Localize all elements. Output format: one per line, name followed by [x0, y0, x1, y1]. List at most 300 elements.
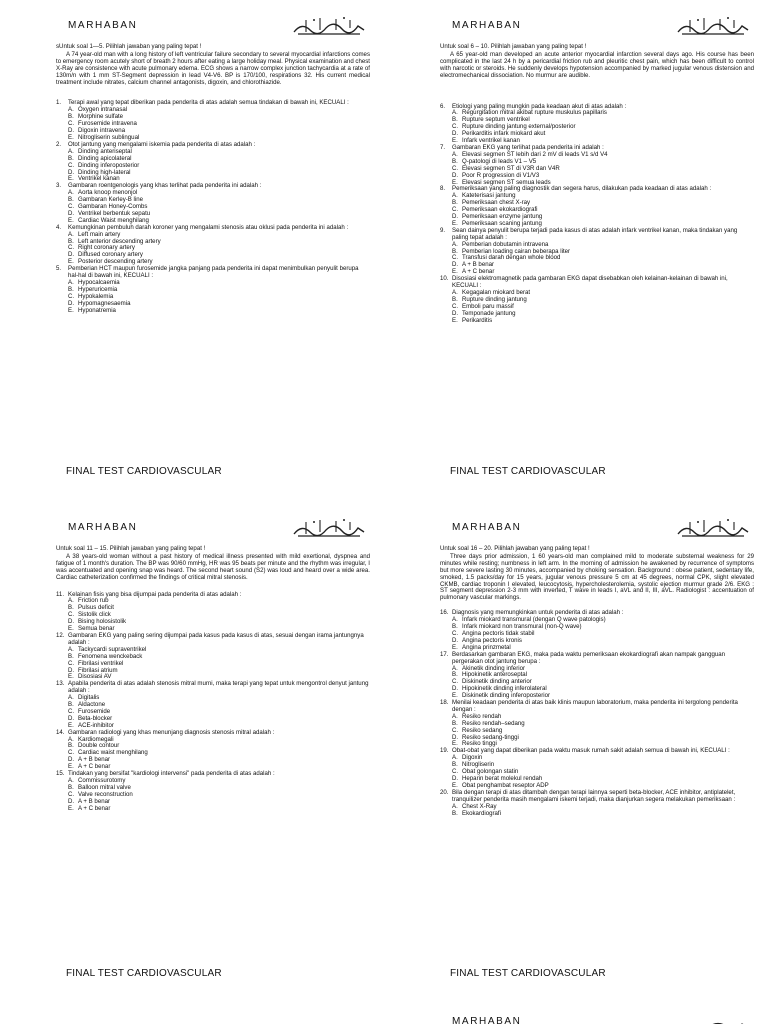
question-text: Etiologi yang paling mungkin pada keadaan akut di atas adalah :: [452, 102, 627, 110]
option-letter: E.: [452, 781, 458, 789]
page-header: [62, 516, 374, 546]
question-text: Sean dainya penyulit berupa terjadi pada kasus di atas adalah infark ventrikel kanan, maka tindakan yang paling tepat adalah :: [452, 226, 738, 241]
option-letter: C.: [68, 707, 75, 715]
option-text: Diffused coronary artery: [78, 251, 143, 259]
option-letter: B.: [68, 154, 74, 162]
option-letter: A.: [68, 230, 74, 238]
option-letter: A.: [68, 735, 74, 743]
option-text: Ventrikel berbentuk sepatu: [78, 209, 151, 217]
option-list: [68, 778, 370, 813]
option-text: Heparin berat molekul rendah: [462, 775, 543, 782]
option-text: Kateterisasi jantung: [462, 192, 516, 200]
option-text: Gambaran Kerley-B line: [78, 196, 144, 204]
option-text: Morphine sulfate: [78, 113, 124, 121]
page-4: [406, 512, 758, 1000]
option-letter: D.: [452, 213, 459, 221]
option-text: Angina prinzmetal: [462, 643, 511, 651]
option-letter: A.: [452, 192, 458, 200]
option-letter: D.: [68, 797, 75, 805]
option-letter: B.: [68, 783, 74, 791]
option-text: Transfusi darah dengan whole blood: [462, 254, 561, 262]
option-letter: B.: [68, 742, 74, 750]
question-number: 20.: [440, 788, 449, 796]
option-text: Pemeriksaan chest X-ray: [462, 199, 531, 207]
option-list: [68, 737, 370, 772]
question-item: [56, 633, 370, 681]
option-letter: D.: [68, 127, 75, 135]
option-text: Dinding apicolateral: [78, 154, 132, 162]
option-letter: C.: [68, 203, 75, 211]
question-text: Pemeriksaan yang paling diagnostik dan segera harus, dilakukan pada keadaan di atas adalah :: [452, 185, 712, 193]
option-letter: C.: [68, 659, 75, 667]
option-letter: E.: [68, 175, 74, 183]
question-number: 6.: [440, 102, 446, 110]
question-text: Berdasarkan gambaran EKG, maka pada waktu pemeriksaan ekokardiografi akan nampak gangguan pergerakan otot jantung berupa :: [452, 650, 726, 665]
page-header: [446, 14, 758, 44]
option-text: Dinding high-lateral: [78, 168, 131, 176]
page-3: [22, 512, 374, 1000]
question-number: 2.: [56, 140, 62, 148]
option-letter: D.: [452, 775, 459, 782]
footer-title: FINAL TEST CARDIOVASCULAR: [450, 466, 606, 477]
option-text: Pulsus deficit: [78, 604, 114, 612]
option-list: [452, 617, 754, 652]
option-letter: B.: [452, 247, 458, 255]
option-letter: D.: [452, 685, 459, 693]
question-text: Disosiasi elektromagnetik pada gambaran EKG dapat disebabkan oleh kelainan-kelainan di bawah ini, KECUALI :: [452, 275, 728, 290]
case-description: Three days prior admission, 1 60 years-old man complained mild to moderate substernal weakness for 29 minutes while resting; numbness in left arm. In the morning of admission he awakened by recurrence of symptoms but more severe lasting 30 minutes, accompanied by choking sensation. Background : obese patient, sedentary life, smoked, 1.5 packs/day for 15 years, jugular venous pressure 5 cm at 45 degrees, normal CPK, slight elevated CKMB, cardiac troponin I elevated, leucocytosis, hypercholesterolemia, systolic ejection murmur grade 2/6. EKG : ST segment depression 2-3 mm with inverted, T wave in leads I, aVL and II, III, aVL. Radiologist : accentuation of pulmonary vascular markings.: [440, 552, 754, 602]
option-letter: C.: [452, 678, 459, 686]
option-text: Furosemide: [78, 707, 111, 715]
option-list: [452, 804, 754, 818]
footer-title: FINAL TEST CARDIOVASCULAR: [450, 968, 606, 979]
option-letter: C.: [452, 302, 459, 310]
question-item: [56, 183, 370, 224]
option-text: Oxygen intranasal: [78, 106, 128, 114]
question-item: [56, 592, 370, 633]
option-text: Fibrilasi atrium: [78, 666, 118, 674]
bismillah-calligraphy-icon: [292, 516, 366, 540]
question-number: 15.: [56, 770, 65, 778]
answer-option: [68, 709, 370, 716]
option-letter: C.: [68, 292, 75, 300]
option-letter: B.: [452, 761, 458, 769]
option-text: Digoxin: [462, 754, 483, 762]
option-list: [452, 242, 754, 277]
option-text: Resiko rendah: [462, 712, 502, 720]
option-letter: E.: [452, 316, 458, 324]
option-text: Diskinetik dinding inferoposterior: [462, 692, 551, 700]
answer-option: [452, 755, 754, 762]
header-title: MARHABAN: [452, 1016, 522, 1024]
option-text: Rupture septum ventrikel: [462, 116, 530, 124]
question-number: 10.: [440, 275, 449, 283]
option-text: Infark ventrikel kanan: [462, 137, 520, 145]
question-text: Terapi awal yang tepat diberikan pada penderita di atas adalah semua tindakan di bawah ini, KECUALI :: [68, 99, 349, 107]
answer-option: [68, 605, 370, 612]
bismillah-calligraphy-icon: [676, 14, 750, 38]
option-letter: E.: [452, 178, 458, 186]
answer-option: [68, 806, 370, 813]
option-letter: C.: [452, 123, 459, 131]
option-letter: E.: [452, 268, 458, 276]
option-letter: A.: [452, 109, 458, 117]
section-instruction: sUntuk soal 1—5. Pilihlah jawaban yang paling tepat !: [56, 43, 202, 50]
option-letter: D.: [452, 733, 459, 741]
answer-option: [452, 318, 754, 325]
option-letter: D.: [68, 618, 75, 626]
question-stem: [56, 266, 370, 280]
page-body: [56, 546, 370, 813]
question-item: [440, 790, 754, 818]
option-text: Resiko rendah–sedang: [462, 719, 525, 727]
option-list: [68, 190, 370, 225]
option-text: Balloon mitral valve: [78, 783, 131, 791]
option-letter: D.: [68, 209, 75, 217]
option-letter: B.: [452, 295, 458, 303]
option-letter: A.: [68, 189, 74, 197]
option-letter: C.: [68, 120, 75, 128]
option-letter: A.: [452, 150, 458, 158]
option-text: Kegagalan miokard berat: [462, 289, 531, 296]
option-text: Dinding inferoposterior: [78, 161, 140, 169]
option-text: Rupture dinding jantung: [462, 295, 527, 303]
option-letter: A.: [452, 664, 458, 672]
option-letter: B.: [452, 623, 458, 631]
option-text: Temponade jantung: [462, 309, 516, 317]
option-text: Hypokalemia: [78, 292, 114, 300]
bismillah-calligraphy-icon: [676, 1018, 750, 1024]
option-letter: C.: [452, 254, 459, 262]
answer-option: [68, 792, 370, 799]
question-number: 11.: [56, 590, 65, 598]
question-item: [440, 186, 754, 227]
footer-title: FINAL TEST CARDIOVASCULAR: [66, 466, 222, 477]
option-text: Digoxin intravena: [78, 127, 126, 135]
option-letter: C.: [452, 206, 459, 214]
option-letter: E.: [68, 306, 74, 314]
answer-option: [452, 255, 754, 262]
question-stem: [440, 652, 754, 666]
option-letter: C.: [452, 768, 459, 776]
answer-option: [68, 287, 370, 294]
option-letter: C.: [452, 164, 459, 172]
page-1: [22, 10, 374, 498]
question-text: Pemberian HCT maupun furosemide jangka panjang pada penderita ini dapat menimbulkan penyulit berupa hal-hal di bawah ini, KECUALI :: [68, 265, 359, 280]
page-2: [406, 10, 758, 498]
question-number: 14.: [56, 728, 65, 736]
option-list: [68, 107, 370, 142]
option-text: A + B benar: [78, 797, 111, 805]
option-letter: E.: [452, 740, 458, 748]
question-stem: [440, 700, 754, 714]
option-text: Obat golongan statin: [462, 768, 519, 776]
section-instruction: Untuk soal 16 – 20. Pilihlah jawaban yang paling tepat !: [440, 545, 590, 552]
question-item: [440, 700, 754, 748]
option-letter: D.: [68, 714, 75, 722]
question-stem: [56, 681, 370, 695]
option-letter: D.: [452, 636, 459, 644]
option-text: Kardiomegali: [78, 735, 114, 743]
option-letter: D.: [68, 299, 75, 307]
question-text: Tindakan yang bersifat "kardiologi intervensi" pada penderita di atas adalah :: [68, 770, 275, 778]
option-letter: B.: [68, 113, 74, 121]
option-text: Left main artery: [78, 230, 121, 238]
question-list: [440, 610, 754, 817]
option-text: Beta-blocker: [78, 714, 113, 722]
option-text: Perikarditis: [462, 316, 493, 324]
question-number: 3.: [56, 182, 62, 190]
option-text: Chest X-Ray: [462, 802, 497, 810]
question-number: 5.: [56, 265, 62, 273]
option-text: Dinding anteriseptal: [78, 147, 132, 155]
option-letter: D.: [68, 756, 75, 764]
option-list: [68, 695, 370, 730]
answer-option: [68, 799, 370, 806]
question-number: 19.: [440, 747, 449, 755]
header-title: MARHABAN: [68, 20, 138, 31]
answer-option: [68, 750, 370, 757]
question-text: Apabila penderita di atas adalah stenosis mitral murni, maka terapi yang tepat untuk mengontrol denyut jantung adalah :: [68, 680, 369, 695]
answer-option: [68, 695, 370, 702]
option-text: Elevasi segmen ST semua leads: [462, 178, 551, 186]
question-text: Gambaran radiologi yang khas menunjang diagnosis stenosis mitral adalah :: [68, 728, 275, 736]
question-text: Menilai keadaan penderita di atas baik klinis maupun laboratorium, maka penderita ini tergolong penderita dengan :: [452, 699, 738, 713]
option-letter: B.: [68, 196, 74, 204]
question-item: [56, 681, 370, 729]
option-list: [452, 290, 754, 325]
option-list: [452, 755, 754, 790]
question-item: [56, 771, 370, 812]
option-list: [68, 280, 370, 315]
option-letter: D.: [68, 168, 75, 176]
option-text: Friction rub: [78, 597, 109, 605]
option-text: Semua benar: [78, 625, 115, 633]
option-letter: D.: [452, 171, 459, 179]
question-stem: [440, 228, 754, 242]
option-list: [452, 666, 754, 701]
option-letter: B.: [452, 671, 458, 679]
question-number: 12.: [56, 631, 65, 639]
option-text: Pemberian loading cairan beberapa liter: [462, 247, 571, 255]
option-text: Bising holosistolik: [78, 618, 127, 626]
question-item: [440, 145, 754, 186]
option-letter: E.: [68, 804, 74, 812]
option-text: Hipokinetik dinding inferolateral: [462, 685, 547, 693]
option-text: Ventrikel kanan: [78, 175, 120, 183]
answer-option: [452, 262, 754, 269]
question-number: 9.: [440, 226, 446, 234]
option-text: Disosiasi AV: [78, 673, 112, 681]
option-letter: A.: [68, 777, 74, 784]
answer-option: [68, 668, 370, 675]
option-letter: B.: [452, 809, 458, 817]
option-text: Rupture dinding jantung external/posterior: [462, 123, 576, 131]
option-letter: A.: [452, 240, 458, 248]
option-letter: B.: [452, 157, 458, 165]
page-body: [56, 44, 370, 315]
option-text: Hyperuricemia: [78, 285, 118, 293]
option-letter: E.: [452, 137, 458, 145]
option-letter: E.: [68, 133, 74, 141]
option-text: ACE-inhibitor: [78, 721, 114, 729]
option-text: Aorta knoop menonjol: [78, 189, 138, 197]
option-letter: B.: [452, 199, 458, 207]
option-list: [452, 714, 754, 749]
option-text: Cardiac Waist menghilang: [78, 216, 149, 224]
question-item: [440, 610, 754, 651]
answer-option: [452, 811, 754, 818]
option-letter: E.: [68, 673, 74, 681]
option-letter: C.: [452, 726, 459, 734]
option-letter: E.: [68, 625, 74, 633]
bismillah-calligraphy-icon: [292, 14, 366, 38]
question-text: Kelainan fisis yang bisa dijumpai pada penderita di atas adalah :: [68, 590, 242, 598]
option-letter: E.: [68, 258, 74, 266]
case-description: A 65 year-old man developed an acute anterior myocardial infarction several days ago. His course has been complicated in the last 24 h by a pericardial friction rub and pleuritic chest pain, which has been difficult to control with narcotic or steroids. He suddenly develops hypotension accompanied by marked jugular venous distension and electromechanical dissociation. No murmur are audible.: [440, 50, 754, 79]
footer-title: FINAL TEST CARDIOVASCULAR: [66, 968, 222, 979]
question-text: Gambaran roentgenologis yang khas terlihat pada penderita ini adalah :: [68, 182, 262, 190]
option-text: Commissurotomy: [78, 777, 126, 784]
option-text: Nitrogliserin: [462, 761, 495, 769]
option-text: Pemeriksaan enzyme jantung: [462, 213, 543, 221]
option-text: Perikarditis infark miokard akut: [462, 130, 546, 138]
option-letter: C.: [68, 749, 75, 757]
option-letter: D.: [68, 666, 75, 674]
option-text: A + C benar: [462, 268, 495, 276]
question-text: Gambaran EKG yang paling sering dijumpai pada kasus pada kasus di atas, sesuai dengan irama jantungnya adalah :: [68, 631, 364, 646]
option-text: Angina pectoris tidak stabil: [462, 629, 535, 637]
option-letter: C.: [68, 244, 75, 252]
option-letter: D.: [68, 251, 75, 259]
question-stem: [440, 748, 754, 755]
question-list: [56, 100, 370, 314]
answer-option: [68, 702, 370, 709]
option-list: [452, 193, 754, 228]
option-text: Hypomagnesaemia: [78, 299, 131, 307]
option-list: [68, 232, 370, 267]
page-body: [440, 44, 754, 325]
option-letter: E.: [452, 643, 458, 651]
option-letter: D.: [452, 261, 459, 269]
option-letter: A.: [452, 754, 458, 762]
question-item: [56, 730, 370, 771]
option-letter: C.: [452, 629, 459, 637]
option-text: Gambaran Honey-Combs: [78, 203, 148, 211]
option-letter: A.: [68, 694, 74, 702]
option-letter: A.: [68, 147, 74, 155]
page-header: [446, 516, 758, 546]
option-letter: B.: [452, 116, 458, 124]
option-letter: E.: [452, 219, 458, 227]
page-body: [440, 546, 754, 817]
option-text: Infark miokard transmural (dengan Q wave patologis): [462, 616, 606, 624]
option-letter: B.: [68, 604, 74, 612]
option-text: Digitalis: [78, 694, 100, 702]
option-letter: C.: [68, 161, 75, 169]
option-text: Resiko sedang: [462, 726, 503, 734]
option-text: Angina pectoris kronis: [462, 636, 522, 644]
question-item: [56, 142, 370, 183]
option-text: Diskinetik dinding anterior: [462, 678, 532, 686]
option-letter: A.: [68, 279, 74, 286]
option-text: Infark miokard non transmural (non-Q wave): [462, 623, 582, 631]
option-text: A + B benar: [78, 756, 111, 764]
page-header: [62, 14, 374, 44]
option-letter: A.: [452, 289, 458, 296]
answer-option: [68, 757, 370, 764]
option-letter: C.: [68, 790, 75, 798]
case-description: A 38 years-old woman without a past history of medical illness presented with mild exertional, dyspnea and fatigue of 1 month's duration. The BP was 90/60 mmHg, HR was 95 beats per minute and the rhythm was irregular, I was accentuated and opening snap was heard. The second heart sound (S2) was loud and heard over a wide area. Cardiac catheterization confirmed the findings of critical mitral stenosis.: [56, 552, 370, 581]
option-letter: B.: [68, 237, 74, 245]
question-item: [440, 228, 754, 276]
option-text: Akinetik dinding inferior: [462, 664, 526, 672]
question-list: [56, 592, 370, 813]
page-5-partial: [406, 1012, 758, 1024]
question-number: 4.: [56, 223, 62, 231]
option-text: Emboli paru massif: [462, 302, 514, 310]
option-text: Fibrilasi ventrikel: [78, 659, 124, 667]
question-text: Diagnosis yang memungkinkan untuk penderita di atas adalah :: [452, 609, 624, 617]
option-text: Hypocalcaemia: [78, 279, 120, 286]
option-list: [68, 647, 370, 682]
option-text: Tackycardi supraventrikel: [78, 645, 147, 653]
question-text: Bila dengan terapi di atas ditambah dengan terapi lainnya seperti beta-blocker, ACE inhibitor, antiplatelet, tranquilizer penderita masih mengalami iskemi terjadi, maka dianjurkan segera melakukan pemeriksaan :: [452, 788, 736, 803]
option-text: Obat penghambat reseptor ADP: [462, 781, 549, 789]
option-letter: B.: [68, 652, 74, 660]
option-list: [68, 598, 370, 633]
option-list: [452, 152, 754, 187]
bismillah-calligraphy-icon: [676, 516, 750, 540]
header-title: MARHABAN: [452, 20, 522, 31]
option-text: Q-patologi di leads V1 – V5: [462, 157, 537, 165]
question-number: 17.: [440, 650, 449, 658]
answer-option: [452, 735, 754, 742]
question-item: [440, 652, 754, 700]
option-text: Nitrogliserin sublingual: [78, 133, 140, 141]
section-instruction: Untuk soal 11 – 15. Pilihlah jawaban yang paling tepat !: [56, 545, 206, 552]
question-text: Otot jantung yang mengalami iskemia pada penderita di atas adalah :: [68, 140, 256, 148]
option-letter: D.: [452, 130, 459, 138]
option-text: Pemberian dobutamin intravena: [462, 240, 549, 248]
option-letter: A.: [68, 106, 74, 114]
option-letter: A.: [68, 645, 74, 653]
question-item: [56, 266, 370, 314]
header-title: MARHABAN: [452, 522, 522, 533]
option-letter: C.: [68, 611, 75, 619]
option-letter: D.: [452, 309, 459, 317]
answer-option: [452, 311, 754, 318]
option-text: Cardiac waist menghilang: [78, 749, 148, 757]
option-letter: B.: [68, 701, 74, 709]
option-letter: E.: [68, 721, 74, 729]
question-list: [440, 104, 754, 325]
option-text: Elevasi segmen ST di V3R dan V4R: [462, 164, 560, 172]
question-item: [440, 748, 754, 789]
question-number: 7.: [440, 143, 446, 151]
option-text: Hyponatremia: [78, 306, 116, 314]
question-item: [440, 104, 754, 145]
question-number: 13.: [56, 680, 65, 688]
header-title: MARHABAN: [68, 522, 138, 533]
option-text: Pemeriksaan scaning jantung: [462, 219, 542, 227]
question-text: Kemungkinan pembuluh darah koroner yang mengalami stenosis atau oklusi pada penderita ini adalah :: [68, 223, 349, 231]
option-list: [68, 149, 370, 184]
question-number: 8.: [440, 185, 446, 193]
option-letter: A.: [452, 802, 458, 810]
option-letter: A.: [68, 597, 74, 605]
option-text: Fenomena wenckeback: [78, 652, 143, 660]
